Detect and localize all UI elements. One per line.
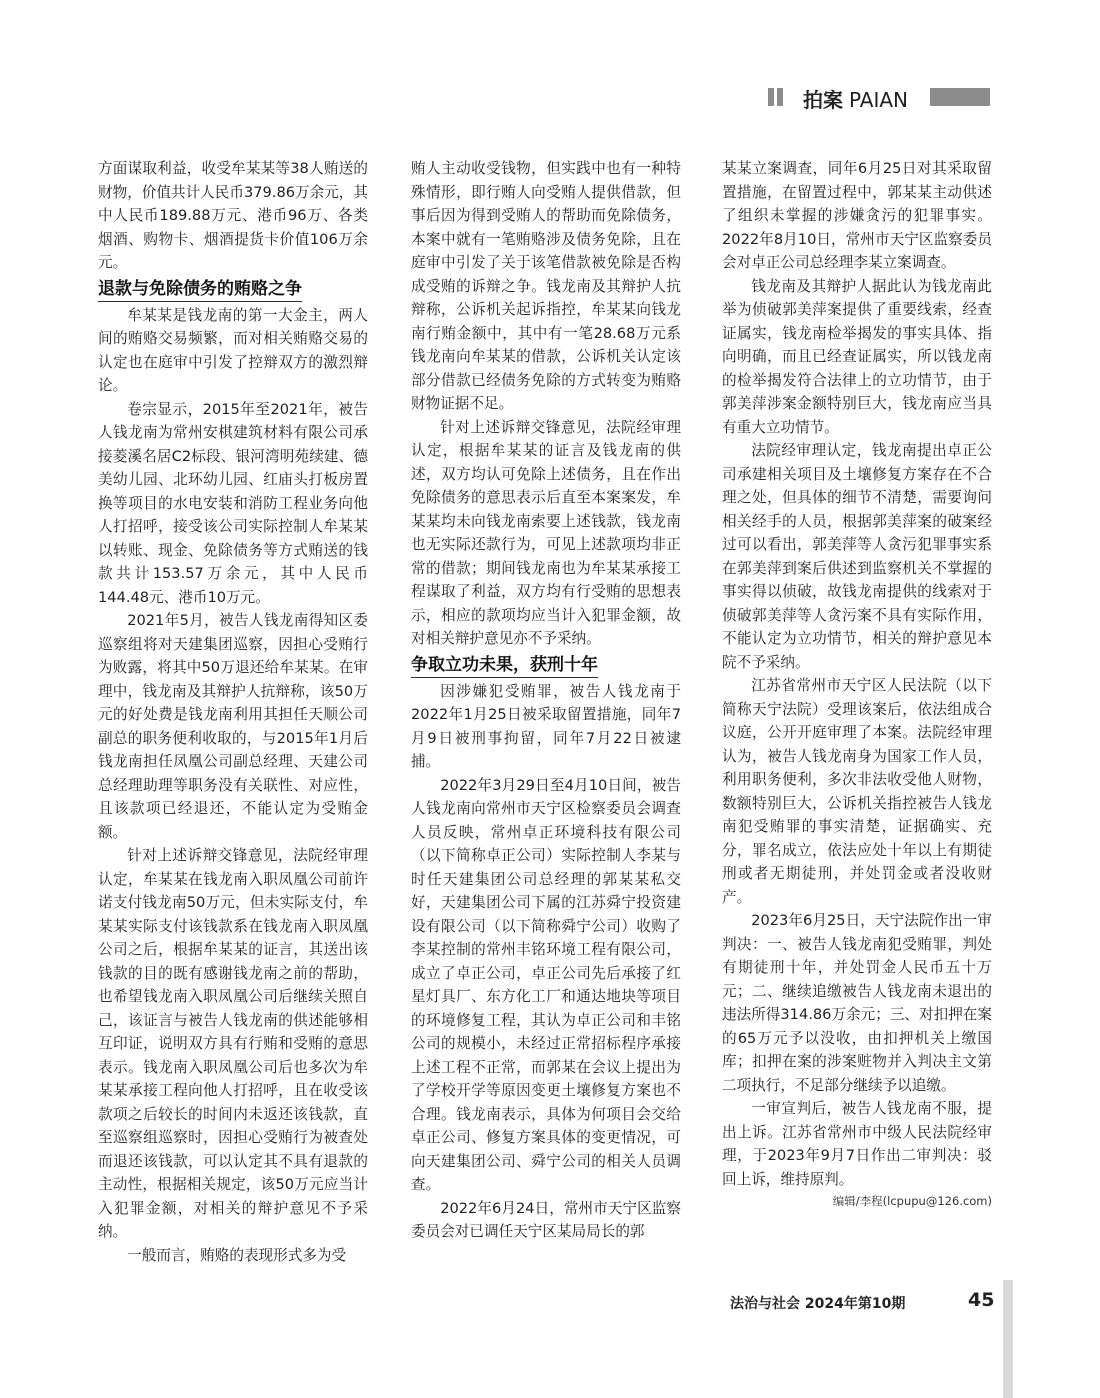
paragraph: 卷宗显示，2015年至2021年，被告人钱龙南为常州安棋建筑材料有限公司承接菱溪名居C2标段、银河湾明苑续建、德美幼儿园、北环幼儿园、红庙头打板房置换等项目的水电安装和消防工程业务向他人打招呼，接受该公司实际控制人牟某某以转账、现金、免除债务等方式贿送的钱款共计153.57万余元，其中人民币144.48元、港币10万元。 [98, 400, 368, 606]
journal-issue: 法治与社会 2024年第10期 [730, 1296, 906, 1312]
section-label [803, 84, 908, 113]
paragraph: 某某立案调查，同年6月25日对其采取留置措施，在留置过程中，郭某某主动供述了组织未掌握的涉嫌贪污的犯罪事实。2022年8月10日，常州市天宁区监察委员会对卓正公司总经理李某立案调查。 [722, 160, 992, 271]
paragraph: 法院经审理认定，钱龙南提出卓正公司承建相关项目及土壤修复方案存在不合理之处，但具体的细节不清楚，需要询问相关经手的人员，根据郭美萍案的破案经过可以看出，郭美萍等人贪污犯罪事实系在郭美萍到案后供述到监察机关不掌握的事实得以侦破，故钱龙南提供的线索对于侦破郭美萍等人贪污案不具有实际作用，不能认定为立功情节，相关的辩护意见本院不予采纳。 [722, 442, 992, 671]
paragraph: 一般而言，贿赂的表现形式多为受 [127, 1246, 347, 1264]
paragraph: 江苏省常州市天宁区人民法院（以下简称天宁法院）受理该案后，依法组成合议庭，公开开庭审理了本案。法院经审理认为，被告人钱龙南身为国家工作人员，利用职务便利，多次非法收受他人财物，数额特别巨大，公诉机关指控被告人钱龙南犯受贿罪的事实清楚，证据确实、充分，罪名成立，依法应处十年以上有期徒刑或者无期徒刑，并处罚金或者没收财产。 [722, 677, 992, 906]
section-label-en: PAIAN [849, 88, 909, 112]
paragraph: 一审宣判后，被告人钱龙南不服，提出上诉。江苏省常州市中级人民法院经审理，于2023年9月7日作出二审判决：驳回上诉，维持原判。 [722, 1100, 992, 1188]
paragraph: 2022年6月24日，常州市天宁区监察委员会对已调任天宁区某局局长的郭 [411, 1199, 681, 1240]
paragraph: 钱龙南及其辩护人据此认为钱龙南此举为侦破郭美萍案提供了重要线索，经查证属实，钱龙南检举揭发的事实具体、指向明确，而且已经查证属实，所以钱龙南的检举揭发符合法律上的立功情节，由于郭美萍涉案金额特别巨大，钱龙南应当具有重大立功情节。 [722, 277, 992, 436]
paragraph: 2021年5月，被告人钱龙南得知区委巡察组将对天建集团巡察，因担心受贿行为败露，将其中50万退还给牟某某。在审理中，钱龙南及其辩护人抗辩称，该50万元的好处费是钱龙南利用其担任天顺公司副总的职务便利收取的，与2015年1月后钱龙南担任凤凰公司副总经理、天建公司总经理助理等职务没有关联性、对应性，且该款项已经退还，不能认定为受贿金额。 [98, 612, 368, 841]
paragraph: 2023年6月25日，天宁法院作出一审判决：一、被告人钱龙南犯受贿罪，判处有期徒刑十年，并处罚金人民币五十万元；二、继续追缴被告人钱龙南未退出的违法所得314.86万余元；三、对扣押在案的65万元予以没收，由扣押机关上缴国库；扣押在案的涉案赃物并入判决主文第二项执行，不足部分继续予以追缴。 [722, 912, 992, 1094]
header-decor-bar [768, 88, 774, 106]
column-2 [411, 157, 681, 1244]
section-label-cn: 拍案 [803, 88, 843, 112]
paragraph: 方面谋取利益，收受牟某某等38人贿送的财物，价值共计人民币379.86万余元，其中人民币189.88万元、港币96万、各类烟酒、购物卡、烟酒提货卡价值106万余元。 [98, 160, 368, 271]
subheading: 争取立功未果，获刑十年 [411, 653, 598, 678]
column-1 [98, 157, 368, 1267]
editor-credit: 编辑/李程(lcpupu@126.com) [832, 1194, 992, 1208]
paragraph: 牟某某是钱龙南的第一大金主，两人间的贿赂交易频繁，而对相关贿赂交易的认定也在庭审中引发了控辩双方的激烈辩论。 [98, 306, 368, 394]
paragraph: 因涉嫌犯受贿罪，被告人钱龙南于2022年1月25日被采取留置措施，同年7月9日被刑事拘留，同年7月22日被逮捕。 [411, 682, 681, 770]
header-decor-bar [930, 88, 990, 106]
paragraph: 针对上述诉辩交锋意见，法院经审理认定，牟某某在钱龙南入职凤凰公司前许诺支付钱龙南50万元，但未实际支付，牟某某实际支付该钱款系在钱龙南入职凤凰公司之后，根据牟某某的证言，其送出该钱款的目的既有感谢钱龙南之前的帮助，也希望钱龙南入职凤凰公司后继续关照自己，该证言与被告人钱龙南的供述能够相互印证，说明双方具有行贿和受贿的意思表示。钱龙南入职凤凰公司后也多次为牟某某承接工程向他人打招呼，且在收受该款项之后较长的时间内未返还该钱款，直至巡察组巡察时，因担心受贿行为被查处而退还该钱款，可以认定其不具有退款的主动性，根据相关规定，该50万元应当计入犯罪金额，对相关的辩护意见不予采纳。 [98, 847, 368, 1240]
paragraph: 针对上述诉辩交锋意见，法院经审理认定，根据牟某某的证言及钱龙南的供述，双方均认可免除上述债务，且在作出免除债务的意思表示后直至本案案发，牟某某均未向钱龙南索要上述钱款，钱龙南也无实际还款行为，可见上述款项均非正常的借款；期间钱龙南也为牟某某承接工程谋取了利益，双方均有行受贿的思想表示，相应的款项均应当计入犯罪金额，故对相关辩护意见亦不予采纳。 [411, 418, 681, 647]
subheading: 退款与免除债务的贿赂之争 [98, 277, 302, 302]
paragraph: 2022年3月29日至4月10日间，被告人钱龙南向常州市天宁区检察委员会调查人员反映，常州卓正环境科技有限公司（以下简称卓正公司）实际控制人李某与时任天建集团公司总经理的郭某某私交好，天建集团公司下属的江苏舜宁投资建设有限公司（以下简称舜宁公司）收购了李某控制的常州丰铭环境工程有限公司，成立了卓正公司，卓正公司先后承接了红星灯具厂、东方化工厂和通达地块等项目的环境修复工程，其认为卓正公司和丰铭公司的规模小，未经过正常招标程序承接上述工程不正常，而郭某在会议上提出为了学校开学等原因变更土壤修复方案也不合理。钱龙南表示，具体为何项目会交给卓正公司、修复方案具体的变更情况，可向天建集团公司、舜宁公司的相关人员调查。 [411, 776, 681, 1193]
page-number: 45 [968, 1289, 995, 1311]
side-strip [1003, 1280, 1013, 1398]
paragraph: 贿人主动收受钱物，但实践中也有一种特殊情形，即行贿人向受贿人提供借款，但事后因为得到受贿人的帮助而免除债务，本案中就有一笔贿赂涉及债务免除，且在庭审中引发了关于该笔借款被免除是否构成受贿的诉辩之争。钱龙南及其辩护人抗辩称，公诉机关起诉指控，牟某某向钱龙南行贿金额中，其中有一笔28.68万元系钱龙南向牟某某的借款，公诉机关认定该部分借款已经债务免除的方式转变为贿赂财物证据不足。 [411, 160, 681, 412]
column-3 [722, 157, 992, 1209]
header-decor-bar [777, 88, 783, 106]
